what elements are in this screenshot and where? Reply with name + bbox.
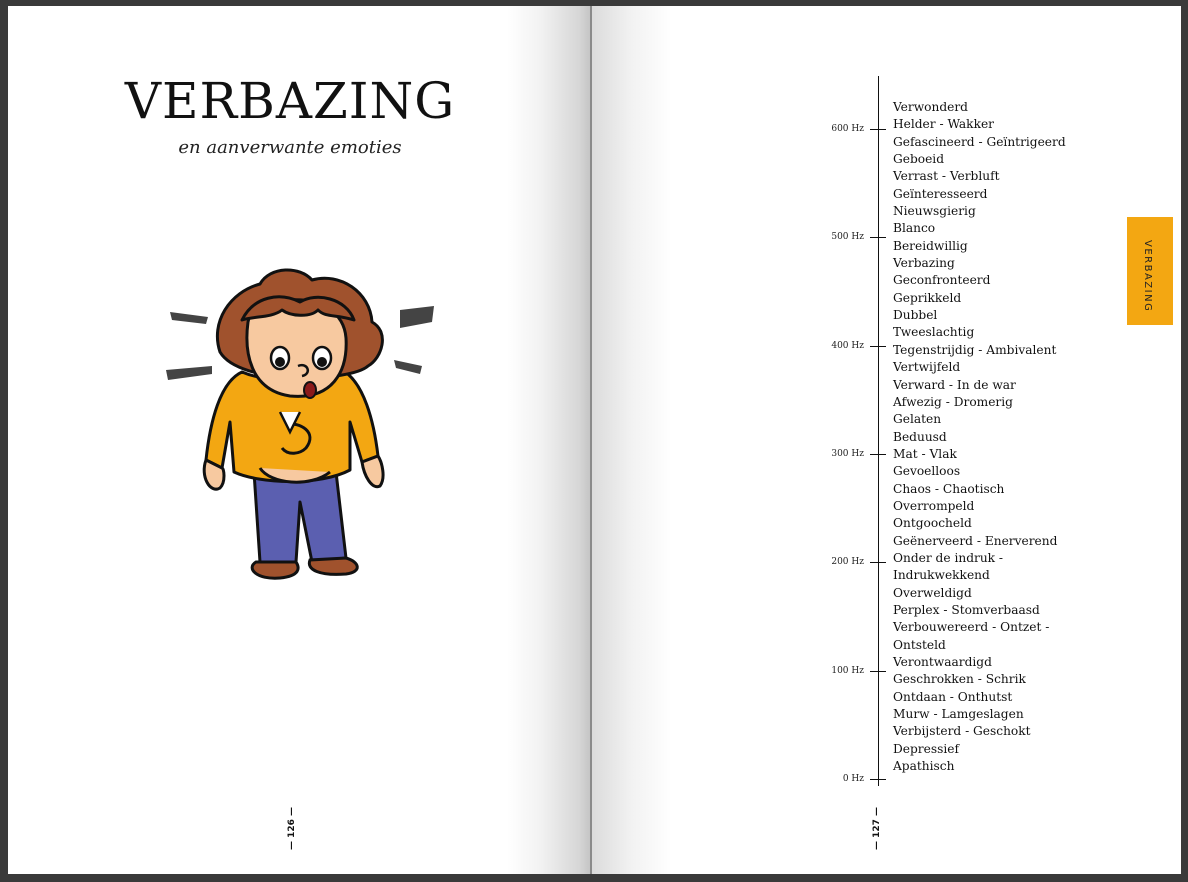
emotion-item: Verrast - Verbluft	[893, 169, 1000, 184]
emotion-item: Perplex - Stomverbaasd	[893, 602, 1040, 617]
page-subtitle: en aanverwante emoties	[178, 137, 402, 158]
emotion-item: Ontgoocheld	[893, 516, 972, 531]
emotion-item: Depressief	[893, 741, 959, 756]
emotion-item: Onder de indruk -	[893, 550, 1004, 565]
scale-tick	[870, 671, 886, 672]
emotion-item: Vertwijfeld	[893, 360, 961, 375]
emotion-item: Geïnteresseerd	[893, 186, 988, 201]
scale-tick-label: 600 Hz	[831, 124, 864, 134]
scale-tick-label: 400 Hz	[831, 340, 864, 351]
emotion-item: Gefascineerd - Geïntrigeerd	[893, 134, 1066, 149]
emotion-item: Overrompeld	[893, 498, 975, 513]
emotion-item: Murw - Lamgeslagen	[893, 707, 1024, 722]
surprised-character-illustration	[150, 262, 440, 592]
emotion-item: Geprikkeld	[893, 290, 962, 305]
emotion-item: Dubbel	[893, 308, 938, 323]
emotion-item: Ontdaan - Onthutst	[893, 689, 1013, 704]
scale-tick	[870, 562, 886, 563]
emotion-item: Verbazing	[893, 256, 955, 271]
scale-tick-label: 500 Hz	[831, 232, 864, 243]
emotion-list	[893, 99, 1093, 775]
gutter-shadow	[506, 6, 592, 874]
scale-tick	[870, 346, 886, 347]
emotion-item: Mat - Vlak	[893, 446, 957, 461]
scale-tick-label: 300 Hz	[831, 449, 864, 459]
emotion-item: Ontsteld	[893, 637, 946, 652]
emotion-item: Indrukwekkend	[893, 568, 990, 583]
emotion-item: Overweldigd	[893, 585, 972, 600]
scale-tick-label: 0 Hz	[842, 774, 864, 784]
gutter-shadow	[592, 6, 672, 874]
emotion-item: Tweeslachtig	[893, 325, 975, 340]
scale-axis	[878, 76, 879, 786]
emotion-item: Afwezig - Dromerig	[893, 394, 1013, 409]
emotion-item: Apathisch	[893, 759, 955, 774]
chapter-tab-label: VERBAZING	[1142, 240, 1153, 313]
emotion-item: Chaos - Chaotisch	[893, 481, 1005, 496]
emotion-item: Nieuwsgierig	[893, 204, 976, 219]
emotion-item: Verward - In de war	[893, 377, 1016, 392]
page-title: VERBAZING	[124, 72, 456, 130]
emotion-item: Bereidwillig	[893, 238, 968, 253]
emotion-item: Geënerveerd - Enerverend	[893, 533, 1058, 548]
scale-tick	[870, 779, 886, 780]
scale-tick	[870, 237, 886, 238]
emotion-item: Blanco	[893, 221, 936, 236]
emotion-item: Beduusd	[893, 429, 947, 444]
scale-tick	[870, 454, 886, 455]
scale-tick-label: 100 Hz	[831, 665, 864, 676]
emotion-item: Gevoelloos	[893, 464, 961, 479]
page-number-left: — 126 —	[287, 806, 297, 850]
emotion-item: Verwonderd	[893, 100, 968, 114]
scale-tick	[870, 129, 886, 130]
emotion-item: Geschrokken - Schrik	[893, 672, 1026, 687]
emotion-item: Geboeid	[893, 152, 944, 167]
emotion-item: Verbijsterd - Geschokt	[893, 724, 1031, 739]
page-number-right: — 127 —	[872, 806, 882, 850]
scale-tick-label: 200 Hz	[831, 557, 864, 568]
emotion-item: Verbouwereerd - Ontzet -	[893, 620, 1050, 635]
emotion-item: Tegenstrijdig - Ambivalent	[893, 342, 1057, 357]
emotion-item: Gelaten	[893, 412, 942, 427]
emotion-item: Geconfronteerd	[893, 273, 991, 288]
emotion-item: Helder - Wakker	[893, 117, 994, 132]
emotion-item: Verontwaardigd	[893, 655, 992, 669]
